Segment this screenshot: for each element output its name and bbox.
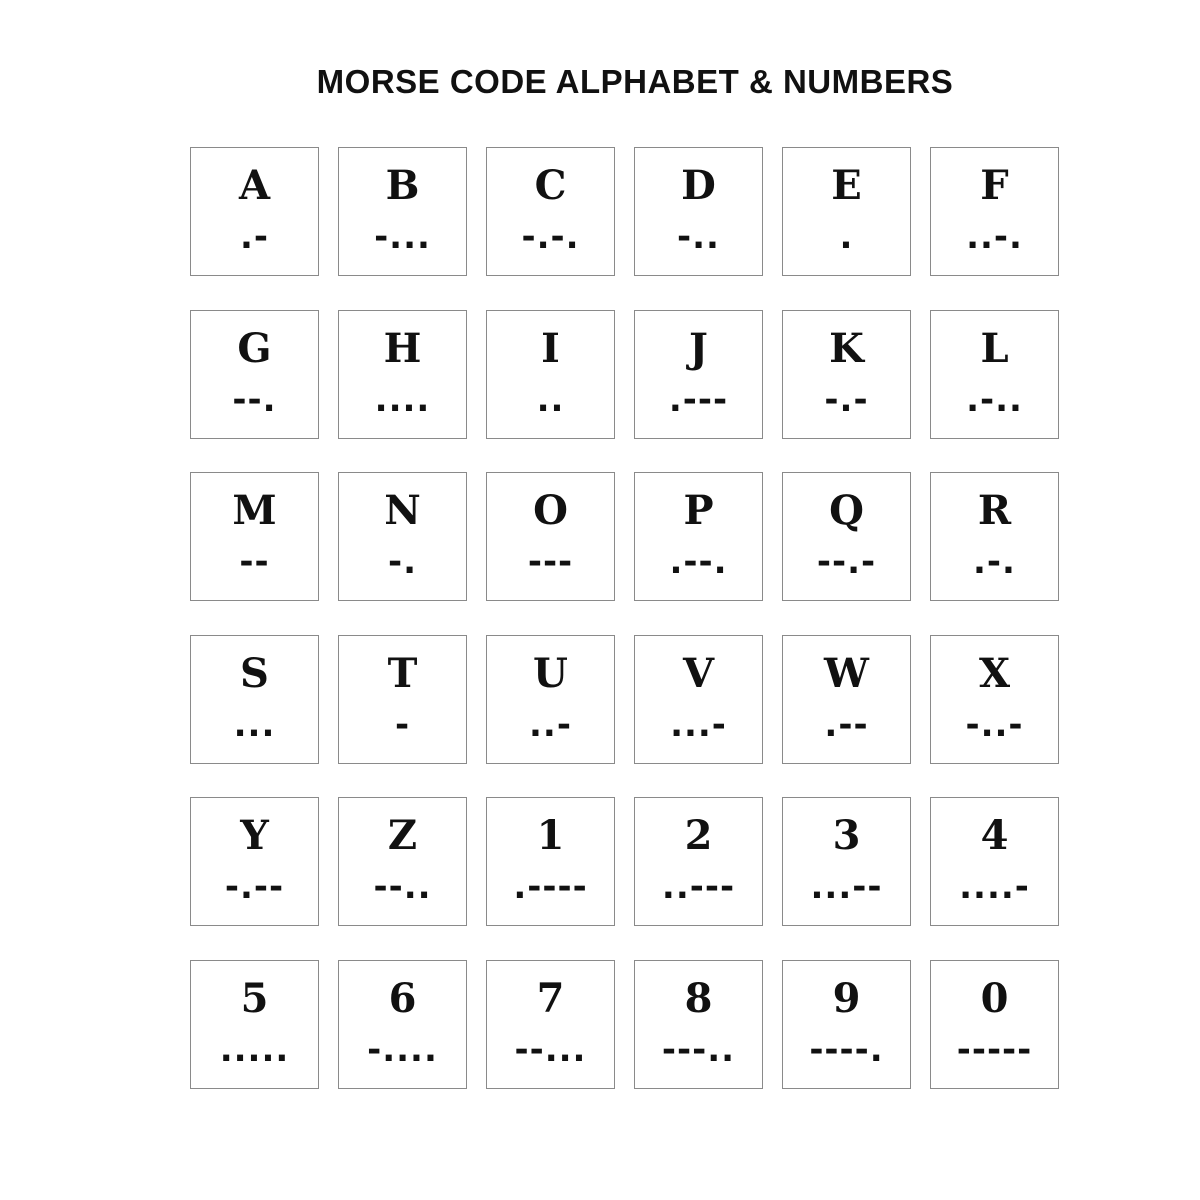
morse-card-5 [190, 960, 319, 1089]
morse-card-g [190, 310, 319, 439]
card-morse-code: .- [239, 217, 270, 257]
card-character: I [541, 324, 560, 372]
morse-card-u [486, 635, 615, 764]
card-morse-code: --. [232, 379, 277, 420]
morse-card-1 [486, 797, 615, 926]
card-character: N [384, 487, 421, 534]
card-character: M [232, 487, 277, 534]
card-character: 2 [684, 812, 713, 859]
card-character: Y [240, 812, 269, 859]
card-morse-code: ..- [529, 704, 572, 745]
card-character: O [533, 487, 568, 534]
card-character: 1 [536, 812, 565, 859]
card-morse-code: .-.. [966, 379, 1023, 420]
morse-card-m [190, 472, 319, 601]
card-morse-code: - [394, 704, 411, 745]
card-morse-code: .. [536, 379, 565, 420]
card-morse-code: .-. [973, 542, 1016, 582]
card-character: 6 [388, 974, 417, 1022]
morse-card-l [930, 310, 1059, 439]
card-morse-code: --.. [373, 867, 432, 907]
morse-card-f [930, 147, 1059, 276]
card-morse-code: -.-. [521, 217, 580, 257]
morse-card-j [634, 310, 763, 439]
card-character: Z [387, 812, 418, 859]
card-character: D [681, 162, 716, 209]
morse-card-n [338, 472, 467, 601]
card-character: 3 [832, 812, 861, 859]
card-morse-code: ...-- [810, 867, 883, 907]
morse-card-0 [930, 960, 1059, 1089]
card-morse-code: -... [374, 217, 431, 257]
morse-card-a [190, 147, 319, 276]
card-morse-code: -.-- [224, 867, 285, 907]
card-morse-code: -. [387, 542, 418, 582]
card-character: 8 [684, 974, 713, 1022]
card-character: E [831, 162, 862, 209]
card-morse-code: -.- [824, 379, 869, 420]
card-morse-code: .-- [824, 704, 869, 745]
card-character: R [977, 487, 1012, 534]
morse-card-9 [782, 960, 911, 1089]
card-morse-code: -.. [677, 217, 720, 257]
card-character: S [240, 649, 269, 697]
card-morse-code: ..-. [966, 217, 1023, 257]
morse-card-p [634, 472, 763, 601]
card-character: Q [829, 487, 864, 534]
morse-card-t [338, 635, 467, 764]
card-morse-code: ---.. [661, 1029, 736, 1070]
card-morse-code: ----. [809, 1029, 884, 1070]
page-title: MORSE CODE ALPHABET & NUMBERS [316, 63, 954, 100]
card-character: T [387, 649, 418, 697]
morse-card-4 [930, 797, 1059, 926]
morse-card-o [486, 472, 615, 601]
card-morse-code: ... [233, 704, 276, 745]
morse-card-r [930, 472, 1059, 601]
card-morse-code: -.... [367, 1029, 438, 1070]
morse-card-d [634, 147, 763, 276]
morse-card-k [782, 310, 911, 439]
card-morse-code: .--- [668, 379, 729, 420]
card-morse-code: --... [514, 1029, 587, 1070]
card-character: K [829, 324, 864, 372]
morse-card-z [338, 797, 467, 926]
card-character: 5 [240, 974, 269, 1022]
morse-card-s [190, 635, 319, 764]
card-character: F [980, 162, 1009, 209]
card-morse-code: ....- [959, 867, 1030, 907]
card-morse-code: .... [374, 379, 431, 420]
card-morse-code: -..- [965, 704, 1024, 745]
card-morse-code: ...- [670, 704, 727, 745]
card-character: 0 [980, 974, 1009, 1022]
card-character: 7 [536, 974, 565, 1022]
card-character: 9 [832, 974, 861, 1022]
card-morse-code: ..--- [661, 867, 736, 907]
morse-card-x [930, 635, 1059, 764]
card-character: W [824, 649, 869, 697]
morse-card-b [338, 147, 467, 276]
morse-card-e [782, 147, 911, 276]
morse-card-2 [634, 797, 763, 926]
card-character: G [237, 324, 272, 372]
morse-card-q [782, 472, 911, 601]
card-morse-code: -- [239, 542, 270, 582]
card-morse-code: --.- [816, 542, 877, 582]
card-character: A [238, 162, 271, 209]
morse-card-h [338, 310, 467, 439]
card-morse-code: . [839, 217, 854, 257]
morse-card-v [634, 635, 763, 764]
card-character: B [385, 162, 420, 209]
morse-card-w [782, 635, 911, 764]
morse-card-8 [634, 960, 763, 1089]
morse-grid [190, 147, 1059, 1089]
card-character: X [978, 649, 1011, 697]
card-character: P [683, 487, 714, 534]
card-character: U [533, 649, 568, 697]
card-character: L [980, 324, 1009, 372]
card-character: V [682, 649, 715, 697]
morse-card-3 [782, 797, 911, 926]
morse-card-y [190, 797, 319, 926]
card-morse-code: ..... [219, 1029, 290, 1070]
card-character: H [383, 324, 422, 372]
morse-card-6 [338, 960, 467, 1089]
card-character: J [689, 324, 708, 372]
morse-card-i [486, 310, 615, 439]
card-morse-code: .--. [669, 542, 728, 582]
card-morse-code: --- [527, 542, 574, 582]
card-morse-code: .---- [513, 867, 588, 907]
card-character: C [534, 162, 567, 209]
morse-card-7 [486, 960, 615, 1089]
card-character: 4 [980, 812, 1009, 859]
morse-card-c [486, 147, 615, 276]
card-morse-code: ----- [956, 1029, 1033, 1070]
